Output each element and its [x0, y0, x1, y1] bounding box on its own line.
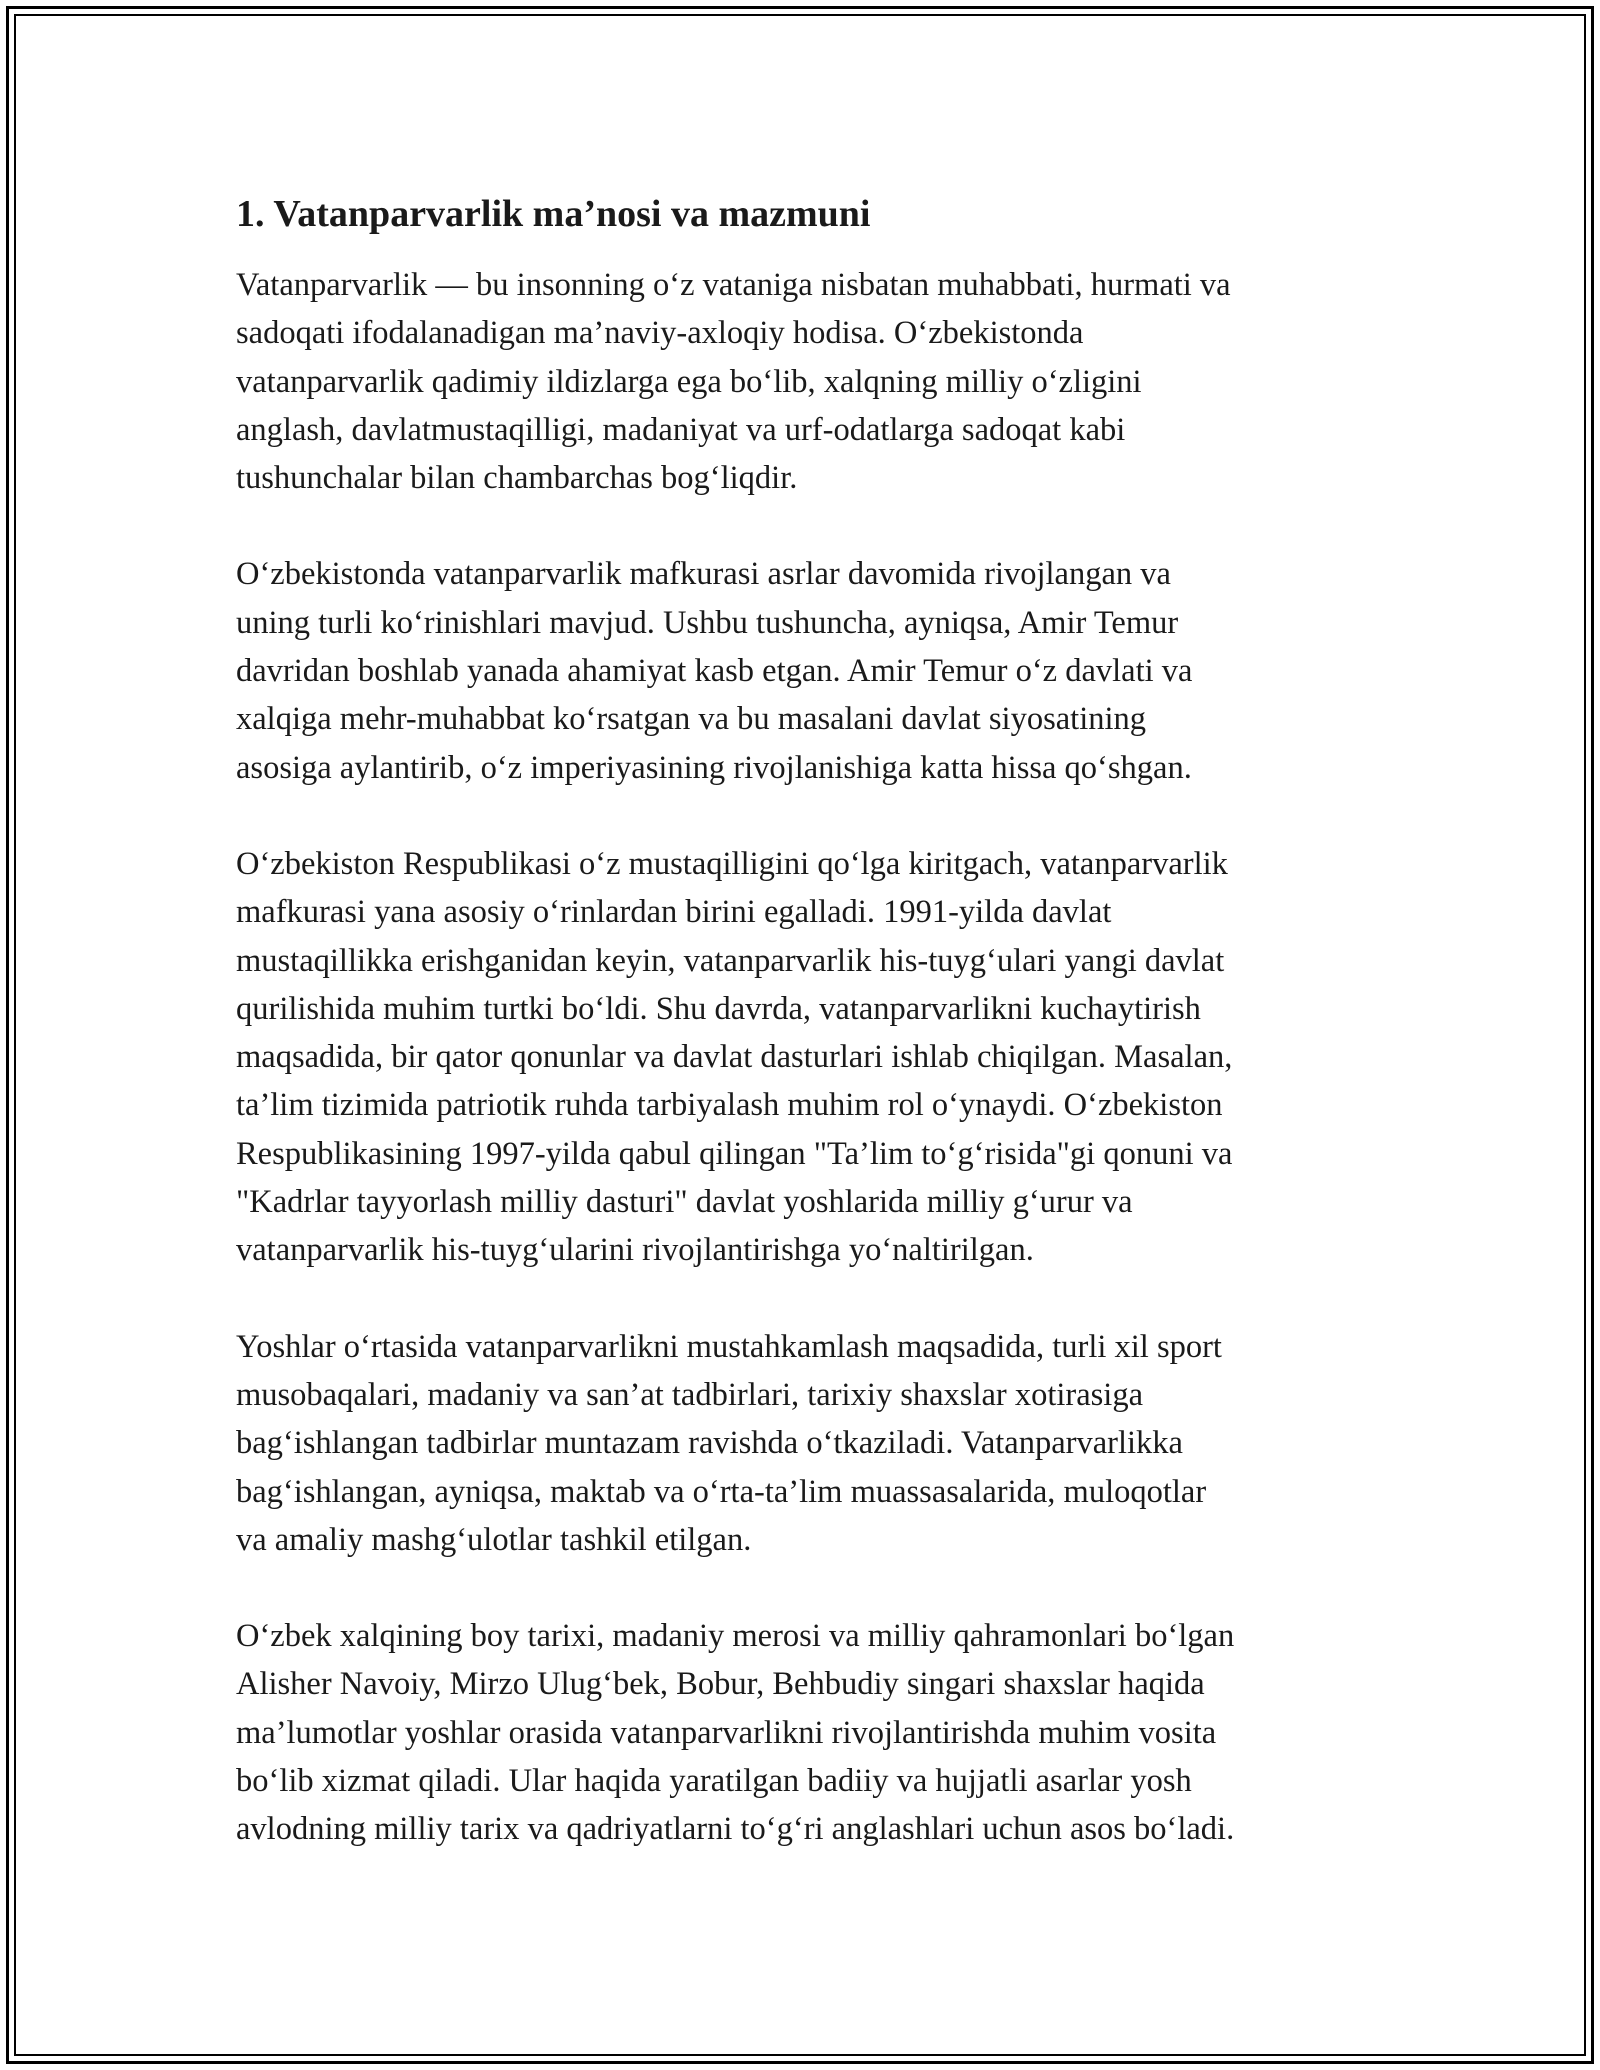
paragraph-independence: O‘zbekiston Respublikasi o‘z mustaqilligini qo‘lga kiritgach, vatanparvarlik mafkurasi yana asosiy o‘rinlardan birini egalladi. 1991-yilda davlat mustaqillikka erishganidan keyin, vatanparvarlik his-tuyg‘ulari yangi davlat qurilishida muhim turtki bo‘ldi. Shu davrda, vatanparvarlikni kuchaytirish maqsadida, bir qator qonunlar va davlat dasturlari ishlab chiqilgan. Masalan, ta’lim tizimida patriotik ruhda tarbiyalash muhim rol o‘ynaydi. O‘zbekiston Respublikasining 1997-yilda qabul qilingan "Ta’lim to‘g‘risida"gi qonuni va "Kadrlar tayyorlash milliy dasturi" davlat yoshlarida milliy g‘urur va vatanparvarlik his-tuyg‘ularini rivojlantirishga yo‘naltirilgan. [236, 845, 1233, 1269]
paragraph-youth-events: Yoshlar o‘rtasida vatanparvarlikni mustahkamlash maqsadida, turli xil sport musobaqalari, madaniy va san’at tadbirlari, tarixiy shaxslar xotirasiga bag‘ishlangan tadbirlar muntazam ravishda o‘tkaziladi. Vatanparvarlikka bag‘ishlangan, ayniqsa, maktab va o‘rta-ta’lim muassasalarida, muloqotlar va amaliy mashg‘ulotlar tashkil etilgan. [236, 1328, 1222, 1558]
section-heading: 1. Vatanparvarlik ma’nosi va mazmuni [236, 193, 871, 235]
paragraph-history: O‘zbekistonda vatanparvarlik mafkurasi asrlar davomida rivojlangan va uning turli ko‘rinishlari mavjud. Ushbu tushuncha, ayniqsa, Amir Temur davridan boshlab yanada ahamiyat kasb etgan. Amir Temur o‘z davlati va xalqiga mehr-muhabbat ko‘rsatgan va bu masalani davlat siyosatining asosiga aylantirib, o‘z imperiyasining rivojlanishiga katta hissa qo‘shgan. [236, 556, 1193, 786]
paragraph-definition: Vatanparvarlik — bu insonning o‘z vataniga nisbatan muhabbati, hurmati va sadoqati ifodalanadigan ma’naviy-axloqiy hodisa. O‘zbekistonda vatanparvarlik qadimiy ildizlarga ega bo‘lib, xalqning milliy o‘zligini anglash, davlatmustaqilligi, madaniyat va urf-odatlarga sadoqat kabi tushunchalar bilan chambarchas bog‘liqdir. [236, 267, 1231, 497]
document-body [236, 185, 1366, 1902]
paragraph-heritage: O‘zbek xalqining boy tarixi, madaniy merosi va milliy qahramonlari bo‘lgan Alisher Navoiy, Mirzo Ulug‘bek, Bobur, Behbudiy singari shaxslar haqida ma’lumotlar yoshlar orasida vatanparvarlikni rivojlantirishda muhim vosita bo‘lib xizmat qiladi. Ular haqida yaratilgan badiiy va hujjatli asarlar yosh avlodning milliy tarix va qadriyatlarni to‘g‘ri anglashlari uchun asos bo‘ladi. [236, 1618, 1235, 1848]
